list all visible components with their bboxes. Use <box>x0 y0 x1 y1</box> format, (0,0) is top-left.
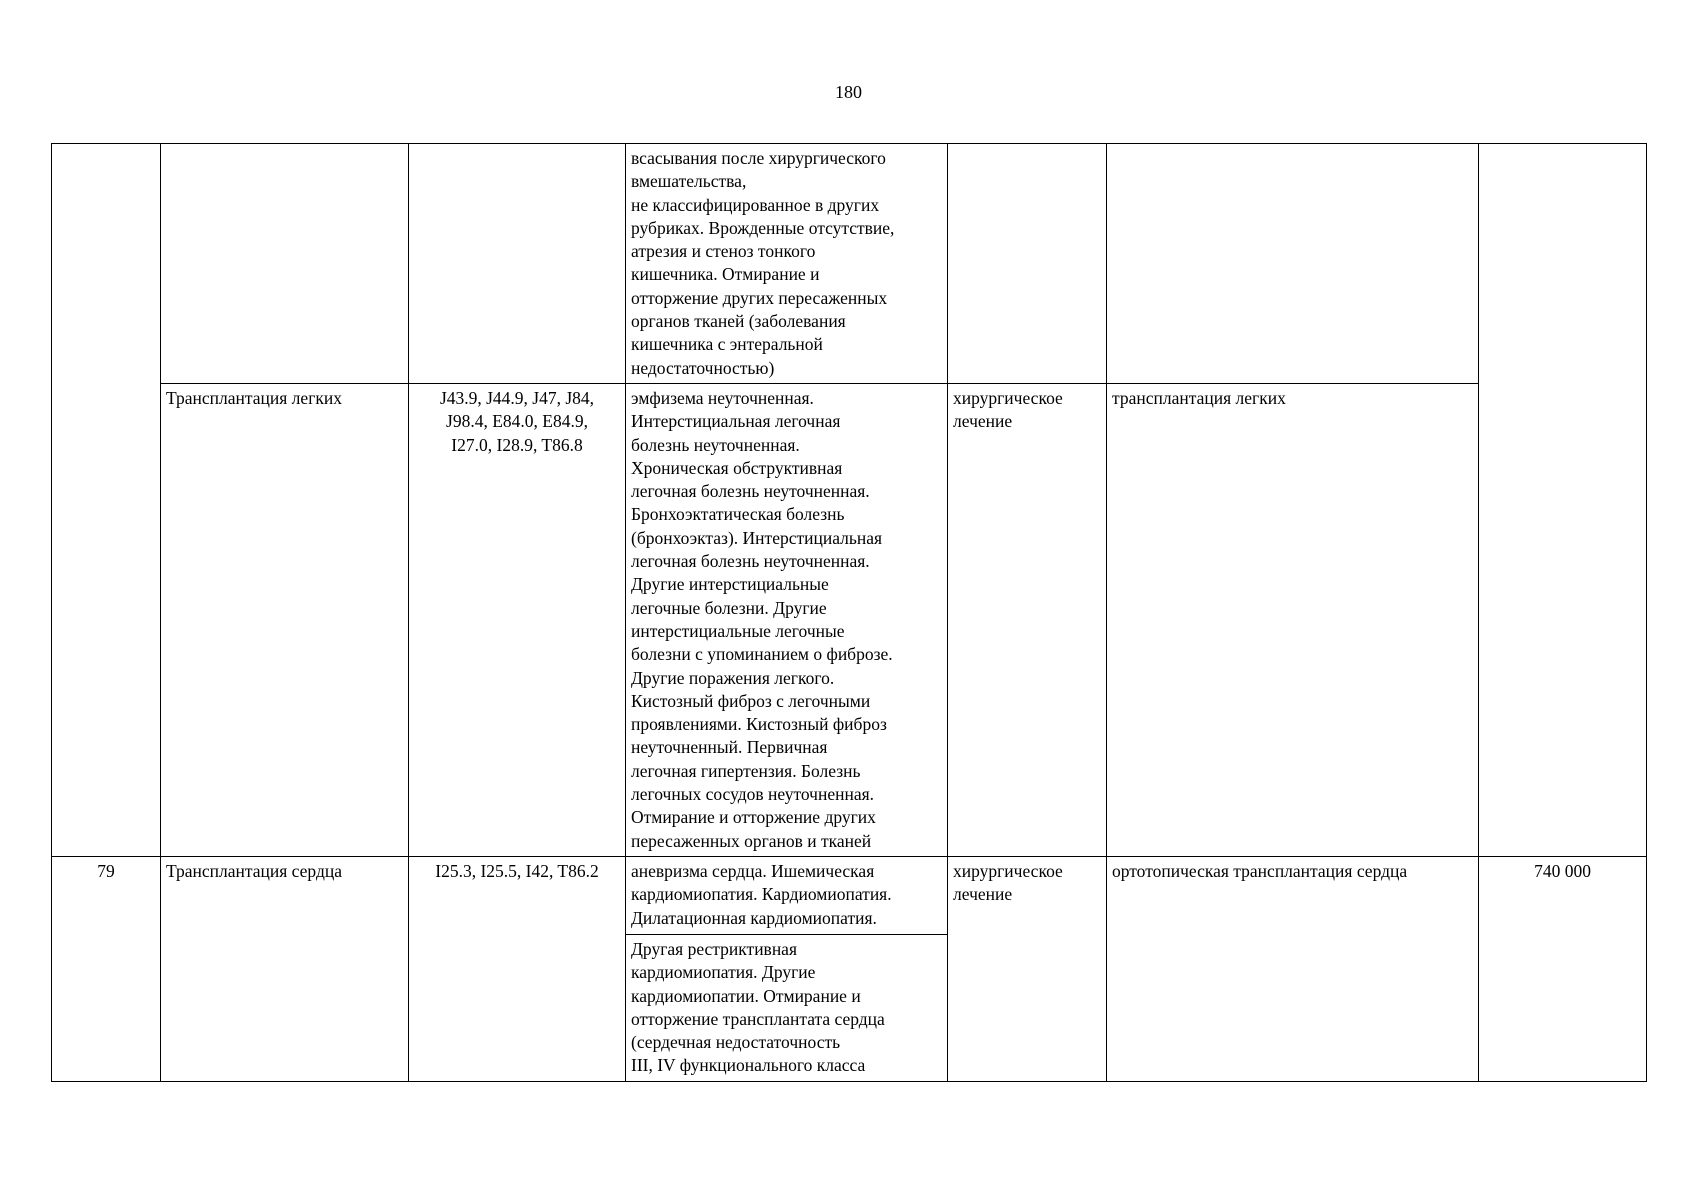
diagnosis-cell: всасывания после хирургического вмешательства, не классифицированное в других рубриках. Врожденные отсутствие, атрезия и стеноз тонкого кишечника. Отмирание и отторжение других пересаженных органов тканей (заболевания кишечника с энтеральной недостаточностью) <box>626 144 948 384</box>
service-name-cell <box>161 144 409 384</box>
icd-codes-cell: I25.3, I25.5, I42, T86.2 <box>409 857 626 1082</box>
table-row <box>52 144 1647 384</box>
page-number: 180 <box>835 82 862 102</box>
treatment-type-cell: хирургическое лечение <box>948 384 1107 857</box>
cost-cell: 740 000 <box>1479 857 1647 1082</box>
service-name-cell: Трансплантация легких <box>161 384 409 857</box>
treatment-type-cell: хирургическое лечение <box>948 857 1107 1082</box>
service-name-cell: Трансплантация сердца <box>161 857 409 1082</box>
treatment-type-cell <box>948 144 1107 384</box>
table-row <box>52 384 1647 857</box>
icd-codes-cell <box>409 144 626 384</box>
diagnosis-cell: аневризма сердца. Ишемическая кардиомиопатия. Кардиомиопатия. Дилатационная кардиомиопатия. <box>626 857 948 935</box>
treatment-method-cell: трансплантация легких <box>1107 384 1479 857</box>
table-row <box>52 857 1647 935</box>
treatment-method-cell <box>1107 144 1479 384</box>
treatment-method-cell: ортотопическая трансплантация сердца <box>1107 857 1479 1082</box>
cost-cell <box>1479 144 1647 857</box>
diagnosis-cell: эмфизема неуточненная. Интерстициальная легочная болезнь неуточненная. Хроническая обструктивная легочная болезнь неуточненная. Бронхоэктатическая болезнь (бронхоэктаз). Интерстициальная легочная болезнь неуточненная. Другие интерстициальные легочные болезни. Другие интерстициальные легочные болезни с упоминанием о фиброзе. Другие поражения легкого. Кистозный фиброз с легочными проявлениями. Кистозный фиброз неуточненный. Первичная легочная гипертензия. Болезнь легочных сосудов неуточненная. Отмирание и отторжение других пересаженных органов и тканей <box>626 384 948 857</box>
row-number-cell: 79 <box>52 857 161 1082</box>
row-number-cell <box>52 144 161 857</box>
diagnosis-cell: Другая рестриктивная кардиомиопатия. Другие кардиомиопатии. Отмирание и отторжение трансплантата сердца (сердечная недостаточность III, IV функционального класса <box>626 935 948 1082</box>
icd-codes-cell: J43.9, J44.9, J47, J84, J98.4, E84.0, E84.9, I27.0, I28.9, T86.8 <box>409 384 626 857</box>
services-table <box>51 143 1647 1082</box>
